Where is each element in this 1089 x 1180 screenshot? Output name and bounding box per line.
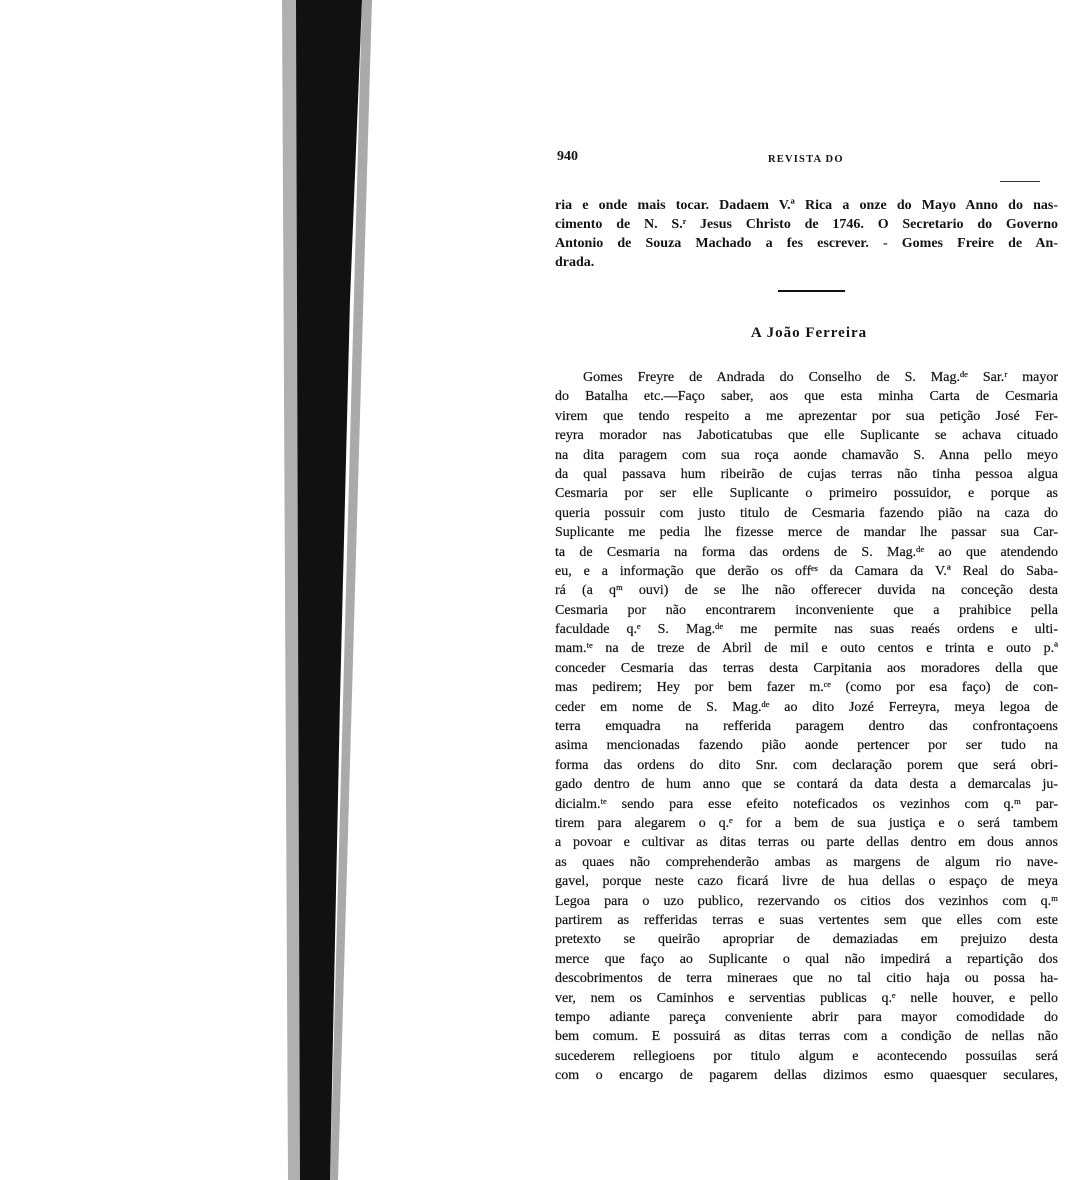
body-line: gavel, porque neste cazo ficará livre de hua dellas o espaço de meya (555, 874, 1058, 890)
body-line: conceder Cesmaria das terras desta Carpitania aos moradores della que (555, 660, 1058, 676)
body-line: pretexto se queirão apropriar de demaziadas em prejuizo desta (555, 932, 1058, 948)
body-line: Cesmaria por não encontrarem inconveniente que a prahibice pella (555, 602, 1058, 618)
body-line: forma das ordens do dito Snr. com declaração porem que será obri- (555, 757, 1058, 773)
body-line: a povoar e cultivar as ditas terras ou parte dellas dentro em dous annos (555, 835, 1058, 851)
running-title: REVISTA DO (768, 154, 844, 165)
body-line: Legoa para o uzo publico, rezervando os citios dos vezinhos com q.ᵐ (555, 893, 1058, 909)
body-line: terra emquadra na refferida paragem dentro das confrontaçoens (555, 719, 1058, 735)
body-line: reyra morador nas Jaboticatubas que elle Suplicante se achava cituado (555, 428, 1058, 444)
body-line: rá (a qᵐ ouvi) de se lhe não offerecer duvida na conceção desta (555, 583, 1058, 599)
body-line: merce que faço ao Suplicante o qual não impedirá a repartição dos (555, 951, 1058, 967)
body-line: mam.ᵗᵉ na de treze de Abril de mil e outo centos e trinta e outo p.ª (555, 641, 1058, 657)
body-line: da qual passava hum ribeirão de cujas terras não tinha pessoa algua (555, 466, 1058, 482)
body-line: tempo adiante pareça conveniente abrir para mayor comodidade do (555, 1009, 1058, 1025)
body-line: sucederem rellegioens por titulo algum e acontecendo possuilas será (555, 1048, 1058, 1064)
body-line: as quaes não comprehenderão ambas as margens de algum rio nave- (555, 854, 1058, 870)
body-line: mas pedirem; Hey por bem fazer m.ᶜᵉ (como por esa faço) de con- (555, 680, 1058, 696)
intro-line: cimento de N. S.ʳ Jesus Christo de 1746. O Secretario do Governo (555, 217, 1058, 232)
intro-line: drada. (555, 255, 595, 270)
body-line: descobrimentos de terra mineraes que no tal citio haja ou possa ha- (555, 971, 1058, 987)
body-line: Gomes Freyre de Andrada do Conselho de S. Mag.ᵈᵉ Sar.ʳ mayor (583, 370, 1058, 385)
body-line: na dita paragem com sua roça aonde chamavão S. Anna pello meyo (555, 447, 1058, 463)
body-line: ceder em nome de S. Mag.ᵈᵉ ao dito Jozé Ferreyra, meya legoa de (555, 699, 1058, 715)
body-line: faculdade q.ᵉ S. Mag.ᵈᵉ me permite nas suas reaés ordens e ulti- (555, 622, 1058, 638)
header-rule (1000, 181, 1040, 182)
body-paragraph (555, 368, 1058, 1085)
body-line: partirem as refferidas terras e suas vertentes sem que elles com este (555, 912, 1058, 928)
body-line: Cesmaria por ser elle Suplicante o primeiro possuidor, e porque as (555, 486, 1058, 502)
body-line: queria possuir com justo titulo de Cesmaria fazendo pião na caza do (555, 505, 1058, 521)
page-number: 940 (557, 149, 578, 164)
body-line: Suplicante me pedia lhe fizesse merce de mandar lhe passar sua Car- (555, 525, 1058, 541)
body-line: ver, nem os Caminhos e serventias publicas q.ᵉ nelle houver, e pello (555, 990, 1058, 1006)
section-divider (778, 290, 845, 292)
intro-paragraph (555, 196, 1058, 272)
section-heading: A João Ferreira (750, 325, 868, 341)
body-line: asima mencionadas fazendo pião aonde pertencer por ser tudo na (555, 738, 1058, 754)
body-line: gado dentro de hum anno que se contará da data desta a demarcalas ju- (555, 777, 1058, 793)
body-line: ta de Cesmaria na forma das ordens de S. Mag.ᵈᵉ ao que atendendo (555, 544, 1058, 560)
intro-line: ria e onde mais tocar. Dadaem V.ª Rica a onze do Mayo Anno do nas- (555, 198, 1058, 213)
body-line: virem que tendo respeito a me aprezentar por sua petição José Fer- (555, 408, 1058, 424)
body-line: com o encargo de pagarem dellas dizimos esmo quaesquer seculares, (555, 1068, 1058, 1084)
body-line: tirem para alegarem o q.ᵉ for a bem de sua justiça e o será tambem (555, 815, 1058, 831)
body-line: eu, e a informação que derão os offᵉˢ da Camara da V.ª Real do Saba- (555, 563, 1058, 579)
body-line: dicialm.ᵗᵉ sendo para esse efeito noteficados os vezinhos com q.ᵐ par- (555, 796, 1058, 812)
body-line: bem comum. E possuirá as ditas terras com a condição de nellas não (555, 1029, 1058, 1045)
body-line: do Batalha etc.—Faço saber, aos que esta minha Carta de Cesmaria (555, 389, 1058, 405)
intro-line: Antonio de Souza Machado a fes escrever. - Gomes Freire de An- (555, 236, 1058, 251)
